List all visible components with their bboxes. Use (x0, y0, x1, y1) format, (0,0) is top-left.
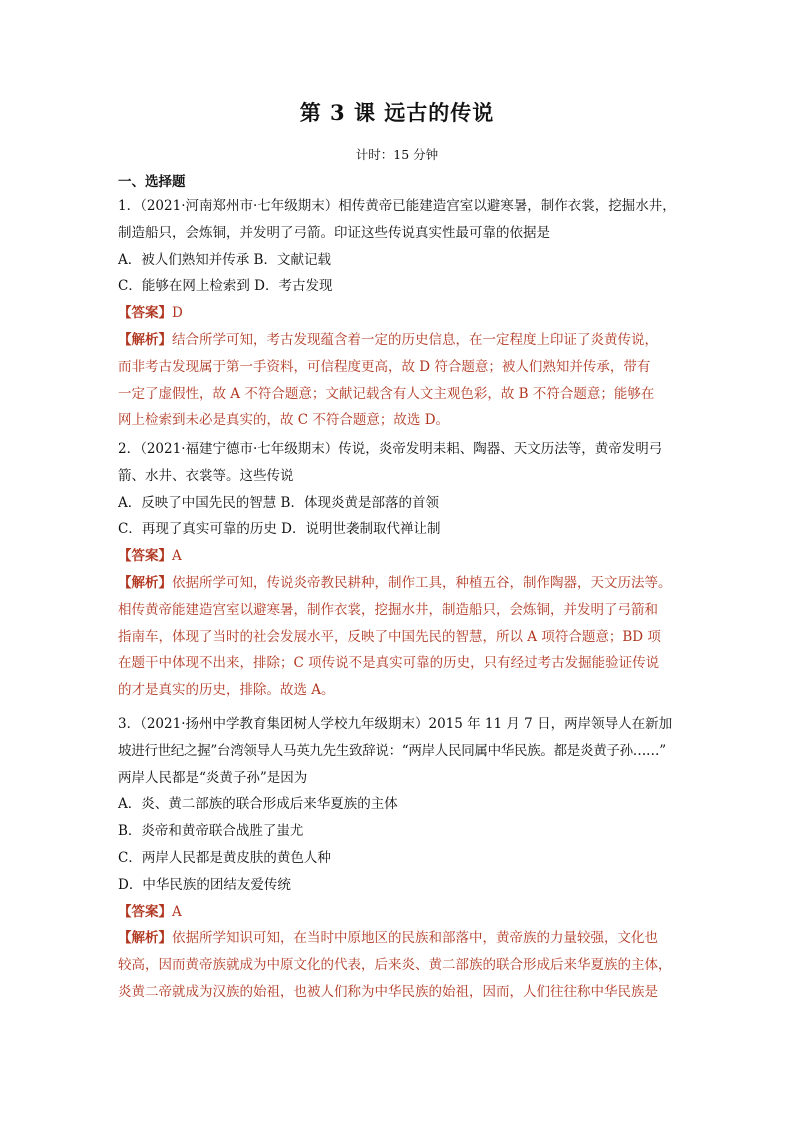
question-3-analysis (118, 925, 678, 952)
question-1-analysis (118, 327, 678, 354)
analysis-line: 在题干中体现不出来，排除；C 项传说不是真实可靠的历史，只有经过考古发掘能验证传说 (118, 655, 660, 672)
analysis-tag: 【解析】 (118, 331, 172, 348)
question-3-line: 两岸人民都是“炎黄子孙”是因为 (118, 769, 308, 786)
analysis-line: 依据所学可知，传说炎帝教民耕种，制作工具，种植五谷，制作陶器，天文历法等。 (172, 574, 672, 591)
question-1-option: A．被人们熟知并传承 B．文献记载 (118, 251, 331, 268)
question-3 (118, 711, 678, 1006)
question-3-option: C．两岸人民都是黄皮肤的黄色人种 (118, 849, 331, 866)
answer-value: A (172, 548, 182, 565)
question-2-analysis (118, 570, 678, 597)
analysis-line: 一定了虚假性，故 A 不符合题意；文献记载含有人文主观色彩，故 B 不符合题意；能够在 (118, 385, 655, 402)
question-1 (118, 193, 678, 434)
question-3-option: D．中华民族的团结友爱传统 (118, 876, 291, 893)
answer-tag: 【答案】 (118, 548, 172, 565)
analysis-line: 炎黄二帝就成为汉族的始祖，也被人们称为中华民族的始祖，因而，人们往往称中华民族是 (118, 983, 658, 1000)
question-3-line: 坡进行世纪之握”台湾领导人马英九先生致辞说：“两岸人民同属中华民族。都是炎黄子孙……” (118, 742, 666, 759)
timer-label: 计时：15 分钟 (355, 147, 439, 162)
answer-value: D (172, 305, 183, 322)
question-2-answer (118, 543, 678, 570)
question-1-line: 1．（2021·河南郑州市·七年级期末）相传黄帝已能建造宫室以避寒暑，制作衣裳，挖掘水井， (118, 198, 676, 214)
answer-value: A (172, 903, 182, 920)
question-3-option: A．炎、黄二部族的联合形成后来华夏族的主体 (118, 796, 398, 813)
answer-tag: 【答案】 (118, 903, 172, 920)
question-3-option: B．炎帝和黄帝联合战胜了蚩尤 (118, 823, 304, 840)
question-1-answer (118, 300, 678, 327)
question-2-option: A．反映了中国先民的智慧 B．体现炎黄是部落的首领 (118, 494, 439, 511)
analysis-line: 指南车，体现了当时的社会发展水平，反映了中国先民的智慧，所以 A 项符合题意；BD 项 (118, 628, 661, 645)
answer-tag: 【答案】 (118, 305, 172, 322)
analysis-line: 相传黄帝能建造宫室以避寒暑，制作衣裳，挖掘水井，制造船只，会炼铜，并发明了弓箭和 (118, 601, 658, 618)
question-3-line: 3．（2021·扬州中学教育集团树人学校九年级期末）2015 年 11 月 7 日，两岸领导人在新加 (118, 716, 673, 732)
analysis-line: 较高，因而黄帝族就成为中原文化的代表，后来炎、黄二部族的联合形成后来华夏族的主体， (118, 957, 672, 974)
question-2-line: 2．（2021·福建宁德市·七年级期末）传说，炎帝发明耒耜、陶器、天文历法等，黄帝发明弓 (118, 441, 663, 457)
analysis-line: 结合所学可知，考古发现蕴含着一定的历史信息，在一定程度上印证了炎黄传说， (172, 331, 658, 348)
question-2-option: C．再现了真实可靠的历史 D．说明世袭制取代禅让制 (118, 521, 441, 538)
analysis-line: 网上检索到未必是真实的，故 C 不符合题意；故选 D。 (118, 412, 450, 429)
question-2 (118, 436, 678, 704)
question-1-line: 制造船只，会炼铜，并发明了弓箭。印证这些传说真实性最可靠的依据是 (118, 224, 550, 241)
page-title: 第 3 课 远古的传说 (299, 100, 495, 125)
section-heading: 一、选择题 (118, 174, 186, 190)
question-2-line: 箭、水井、衣裳等。这些传说 (118, 467, 294, 484)
question-1-option: C．能够在网上检索到 D．考古发现 (118, 278, 333, 295)
analysis-line: 的才是真实的历史，排除。故选 A。 (118, 682, 335, 699)
question-3-answer (118, 899, 678, 926)
analysis-tag: 【解析】 (118, 574, 172, 591)
analysis-tag: 【解析】 (118, 930, 172, 947)
analysis-line: 而非考古发现属于第一手资料，可信程度更高，故 D 符合题意；被人们熟知并传承，带有 (118, 358, 651, 375)
analysis-line: 依据所学知识可知，在当时中原地区的民族和部落中，黄帝族的力量较强，文化也 (172, 930, 658, 947)
